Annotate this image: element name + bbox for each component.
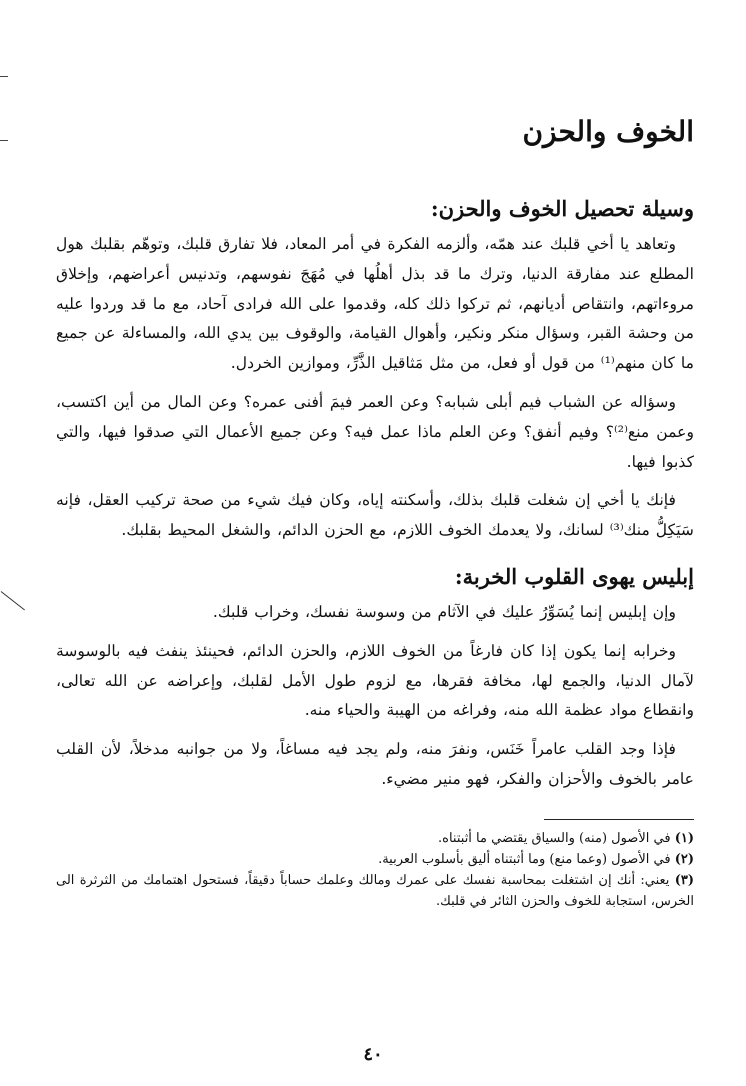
- section-title: وسيلة تحصيل الخوف والحزن:: [430, 196, 694, 221]
- body-paragraph: [48, 598, 702, 628]
- page-number: ٤٠: [363, 1044, 383, 1065]
- margin-tick: [0, 140, 8, 141]
- paragraph-text: وتعاهد يا أخي قلبك عند همّه، وألزمه الفكرة في أمر المعاد، فلا تفارق قلبك، وتوهّم بقلبك هول المطلع عند مفارقة الدنيا، وترك ما قد بذل أهلُها في مُهَجَ نفوسهم، وتدنيس أعراضهم، وإخلاق مروءاتهم، وانتقاص أديانهم، ثم تركوا ذلك كله، وقدموا على الله فرادى آحاد، مع ما قد وردوا عليه من وحشة القبر، وسؤال منكر ونكير، وأهوال القيامة، والوقوف بين يدي الله، والمساءلة عن جميع ما كان منهم⁽¹⁾ من قول أو فعل، من مثل مَثاقيل الذَّرِّ، وموازين الخردل.: [56, 235, 694, 373]
- footnote-text: في الأصول (منه) والسياق يقتضي ما أثبتناه.: [438, 830, 671, 846]
- margin-tick: [0, 76, 8, 77]
- footnote-marker: (٣): [674, 872, 694, 888]
- paragraph-text: وسؤاله عن الشباب فيم أبلى شبابه؟ وعن العمر فيمَ أفنى عمره؟ وعن المال من أين اكتسب، وعمن منع⁽²⁾؟ وفيم أنفق؟ وعن العلم ماذا عمل فيه؟ وعن جميع الأعمال التي صدقوا فيها، والتي كذبوا فيها.: [56, 392, 694, 471]
- footnote: [56, 870, 694, 912]
- paragraph-text: وخرابه إنما يكون إذا كان فارغاً من الخوف اللازم، والحزن الدائم، فحينئذ ينفث فيه بالوسوسة لآمال الدنيا، والجمع لها، مخافة فقرها، مع لزوم طول الأمل لقلبك، وإعراضه عن الله تعالى، وانقطاع مواد عظمة الله منه، وفراغه من الهيبة والحياء منه.: [56, 641, 694, 720]
- paragraph-text: وإن إبليس إنما يُسَوِّرُ عليك في الآثام من وسوسة نفسك، وخراب قلبك.: [212, 602, 676, 621]
- body-paragraph: [48, 388, 702, 477]
- margin-stroke: [1, 591, 25, 610]
- paragraph-text: فإنك يا أخي إن شغلت قلبك بذلك، وأسكنته إياه، وكان فيك شيء من صحة تركيب العقل، فإنه سَيَكِلُّ منك⁽³⁾ لسانك، ولا يعدمك الخوف اللازم، مع الحزن الدائم، والشغل المحيط بقلبك.: [56, 491, 694, 540]
- section-title: إبليس يهوى القلوب الخربة:: [454, 563, 694, 589]
- body-paragraph: [48, 486, 702, 546]
- body-paragraph: [48, 735, 702, 795]
- page-content: [48, 108, 702, 912]
- footnote-marker: (٢): [674, 851, 694, 867]
- footnotes: [48, 828, 702, 912]
- body-paragraph: [48, 230, 702, 379]
- footnote: [56, 828, 694, 849]
- footnote-separator: [544, 819, 694, 820]
- footnote-text: يعني: أنك إن اشتغلت بمحاسبة نفسك على عمرك ومالك وعلمك حساباً دقيقاً، فستحول اهتمامك من الثرثرة الى الخرس، استجابة للخوف والحزن الثائر في قلبك.: [56, 872, 694, 909]
- paragraph-text: فإذا وجد القلب عامراً خَنَس، ونفرَ منه، ولم يجد فيه مساغاً، ولا من جوانبه مدخلاً، لأن القلب عامر بالخوف والأحزان والفكر، فهو منير مضيء.: [56, 740, 694, 788]
- footnote: [56, 849, 694, 870]
- footnote-text: في الأصول (وعما منع) وما أثبتناه أليق بأسلوب العربية.: [378, 851, 671, 867]
- footnote-marker: (١): [674, 830, 694, 846]
- body-paragraph: [48, 637, 702, 726]
- chapter-title: الخوف والحزن: [522, 115, 694, 148]
